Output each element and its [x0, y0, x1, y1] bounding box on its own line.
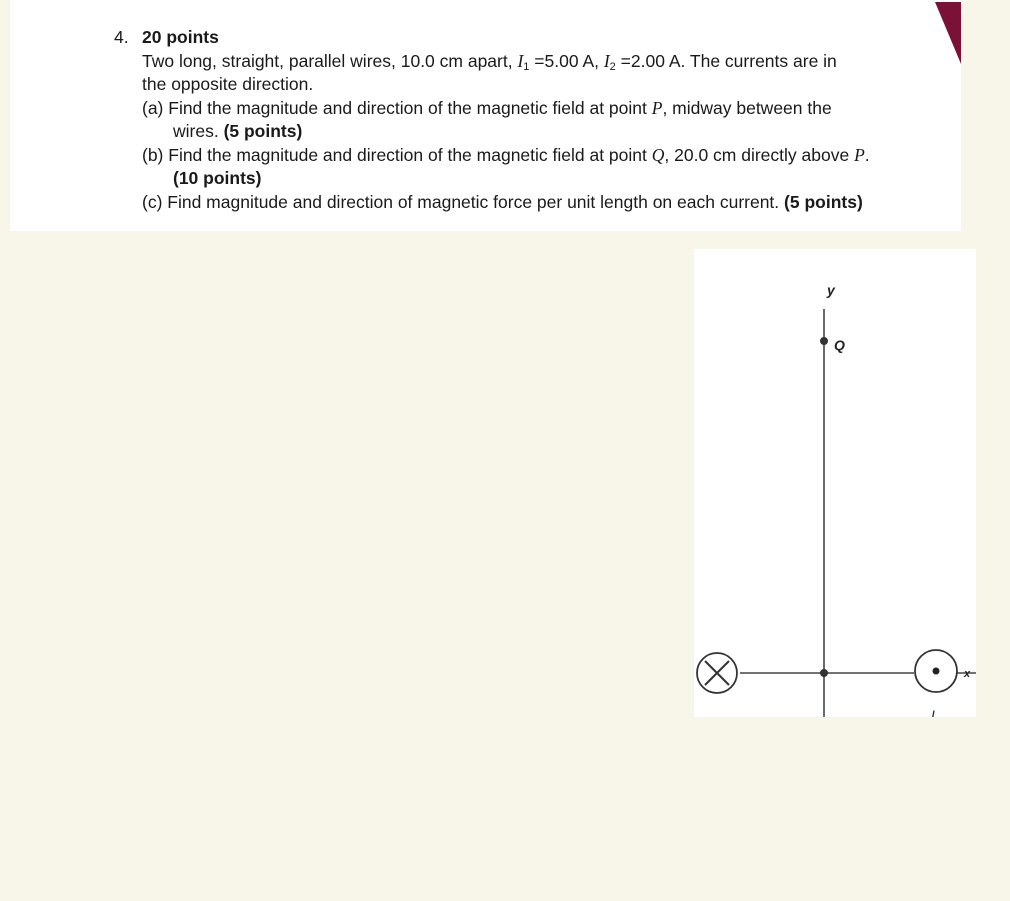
wire-into-page-icon — [697, 653, 737, 693]
current-1-symbol: I — [517, 50, 524, 71]
part-b-suffix: . — [864, 144, 870, 165]
part-a-point: P — [651, 97, 663, 118]
statement-line-2: the opposite direction. — [142, 74, 314, 94]
part-b-middle: , 20.0 cm directly above — [664, 144, 855, 165]
problem-card — [10, 0, 961, 231]
current-2-value: =2.00 A. The currents are in — [615, 50, 837, 71]
part-c-text: (c) Find magnitude and direction of magnetic force per unit length on each current. — [142, 191, 785, 212]
part-c-points: (5 points) — [784, 191, 863, 212]
current-1-subscript: 1 — [523, 60, 530, 73]
point-p-dot — [820, 669, 828, 677]
part-b-points: (10 points) — [173, 168, 262, 188]
point-q-dot — [820, 337, 828, 345]
problem-text — [114, 26, 954, 214]
statement-line-1 — [114, 50, 954, 74]
current-2-symbol: I — [603, 50, 610, 71]
problem-number: 4. — [114, 27, 129, 47]
current-2-subscript: 2 — [609, 60, 616, 73]
part-a-points: (5 points) — [223, 121, 303, 141]
part-a-line-1 — [114, 97, 954, 121]
part-b-line-2 — [114, 167, 954, 191]
part-b-line-1 — [114, 144, 954, 168]
wire-out-of-page-icon — [915, 650, 957, 692]
bottom-label: I — [932, 709, 935, 717]
part-a-text: (a) Find the magnitude and direction of the magnetic field at point — [142, 97, 652, 118]
part-b-point: Q — [651, 144, 665, 165]
part-a-suffix: , midway between the — [662, 97, 832, 118]
point-q-label: Q — [834, 337, 845, 353]
wire-diagram — [694, 249, 976, 717]
x-axis-label: x — [964, 668, 971, 680]
y-axis-label: y — [827, 282, 835, 298]
part-a-continuation: wires. — [173, 121, 224, 141]
problem-header — [114, 26, 954, 50]
statement-text: Two long, straight, parallel wires, 10.0 cm apart, — [142, 50, 518, 71]
wire-diagram-svg — [694, 249, 976, 717]
problem-points: 20 points — [142, 27, 219, 47]
part-c-line — [114, 191, 954, 215]
part-b-point-2: P — [854, 144, 865, 165]
part-a-line-2 — [114, 120, 954, 144]
current-1-value: =5.00 A, — [529, 50, 604, 71]
part-b-text: (b) Find the magnitude and direction of the magnetic field at point — [142, 144, 652, 165]
